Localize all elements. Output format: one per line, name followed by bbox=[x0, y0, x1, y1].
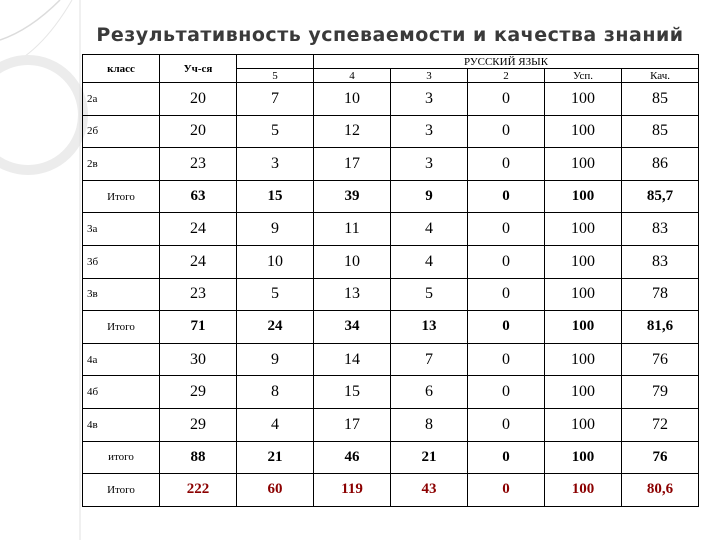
grade-2-cell: 0 bbox=[468, 343, 545, 376]
grade-2-cell: 0 bbox=[468, 180, 545, 213]
success-cell: 100 bbox=[545, 245, 622, 278]
grade-5-cell: 4 bbox=[237, 408, 314, 441]
students-cell: 30 bbox=[160, 343, 237, 376]
success-cell: 100 bbox=[545, 474, 622, 507]
grade-3-cell: 8 bbox=[391, 408, 468, 441]
class-cell: Итого bbox=[83, 311, 160, 344]
table-total-row bbox=[83, 180, 699, 213]
students-cell: 23 bbox=[160, 148, 237, 181]
students-cell: 63 bbox=[160, 180, 237, 213]
grade-2-cell: 0 bbox=[468, 441, 545, 474]
students-cell: 20 bbox=[160, 115, 237, 148]
header-grade-2: 2 bbox=[468, 69, 545, 83]
grade-2-cell: 0 bbox=[468, 408, 545, 441]
students-cell: 88 bbox=[160, 441, 237, 474]
quality-cell: 76 bbox=[622, 343, 699, 376]
students-cell: 222 bbox=[160, 474, 237, 507]
quality-cell: 80,6 bbox=[622, 474, 699, 507]
table-row bbox=[83, 245, 699, 278]
grade-2-cell: 0 bbox=[468, 115, 545, 148]
header-class: класс bbox=[83, 55, 160, 83]
quality-cell: 76 bbox=[622, 441, 699, 474]
success-cell: 100 bbox=[545, 441, 622, 474]
header-row-1 bbox=[83, 55, 699, 69]
table-row bbox=[83, 115, 699, 148]
class-cell: 3в bbox=[83, 278, 160, 311]
header-quality: Кач. bbox=[622, 69, 699, 83]
class-cell: 4а bbox=[83, 343, 160, 376]
success-cell: 100 bbox=[545, 278, 622, 311]
grade-5-cell: 7 bbox=[237, 83, 314, 116]
grade-3-cell: 6 bbox=[391, 376, 468, 409]
grade-2-cell: 0 bbox=[468, 148, 545, 181]
students-cell: 20 bbox=[160, 83, 237, 116]
class-cell: 4б bbox=[83, 376, 160, 409]
students-cell: 71 bbox=[160, 311, 237, 344]
table-row bbox=[83, 343, 699, 376]
table-row bbox=[83, 148, 699, 181]
table-row bbox=[83, 408, 699, 441]
grade-3-cell: 3 bbox=[391, 83, 468, 116]
class-cell: Итого bbox=[83, 474, 160, 507]
grade-4-cell: 17 bbox=[314, 408, 391, 441]
grade-4-cell: 46 bbox=[314, 441, 391, 474]
table-total-row bbox=[83, 474, 699, 507]
grade-3-cell: 7 bbox=[391, 343, 468, 376]
grade-4-cell: 12 bbox=[314, 115, 391, 148]
quality-cell: 83 bbox=[622, 245, 699, 278]
table-total-row bbox=[83, 441, 699, 474]
grade-3-cell: 4 bbox=[391, 245, 468, 278]
grade-2-cell: 0 bbox=[468, 311, 545, 344]
success-cell: 100 bbox=[545, 376, 622, 409]
class-cell: итого bbox=[83, 441, 160, 474]
table-row bbox=[83, 376, 699, 409]
class-cell: 2в bbox=[83, 148, 160, 181]
header-success: Усп. bbox=[545, 69, 622, 83]
success-cell: 100 bbox=[545, 115, 622, 148]
grade-5-cell: 9 bbox=[237, 213, 314, 246]
success-cell: 100 bbox=[545, 343, 622, 376]
class-cell: 3б bbox=[83, 245, 160, 278]
grade-2-cell: 0 bbox=[468, 474, 545, 507]
students-cell: 23 bbox=[160, 278, 237, 311]
success-cell: 100 bbox=[545, 83, 622, 116]
class-cell: 2а bbox=[83, 83, 160, 116]
grade-4-cell: 15 bbox=[314, 376, 391, 409]
grade-5-cell: 10 bbox=[237, 245, 314, 278]
quality-cell: 79 bbox=[622, 376, 699, 409]
grade-4-cell: 34 bbox=[314, 311, 391, 344]
grade-4-cell: 39 bbox=[314, 180, 391, 213]
grade-5-cell: 3 bbox=[237, 148, 314, 181]
table-total-row bbox=[83, 311, 699, 344]
grade-5-cell: 15 bbox=[237, 180, 314, 213]
grade-5-cell: 21 bbox=[237, 441, 314, 474]
grade-3-cell: 9 bbox=[391, 180, 468, 213]
grade-5-cell: 24 bbox=[237, 311, 314, 344]
page-title: Результативность успеваемости и качества знаний bbox=[96, 24, 684, 46]
header-students: Уч-ся bbox=[160, 55, 237, 83]
header-grade-4: 4 bbox=[314, 69, 391, 83]
table-row bbox=[83, 278, 699, 311]
grade-2-cell: 0 bbox=[468, 376, 545, 409]
quality-cell: 83 bbox=[622, 213, 699, 246]
header-subject: РУССКИЙ ЯЗЫК bbox=[314, 55, 699, 69]
grade-3-cell: 3 bbox=[391, 148, 468, 181]
grade-4-cell: 119 bbox=[314, 474, 391, 507]
grade-4-cell: 11 bbox=[314, 213, 391, 246]
results-table bbox=[82, 54, 699, 507]
quality-cell: 81,6 bbox=[622, 311, 699, 344]
grade-3-cell: 4 bbox=[391, 213, 468, 246]
students-cell: 29 bbox=[160, 408, 237, 441]
grade-2-cell: 0 bbox=[468, 213, 545, 246]
quality-cell: 85 bbox=[622, 115, 699, 148]
table-row bbox=[83, 213, 699, 246]
success-cell: 100 bbox=[545, 408, 622, 441]
header-grade-3: 3 bbox=[391, 69, 468, 83]
students-cell: 29 bbox=[160, 376, 237, 409]
success-cell: 100 bbox=[545, 180, 622, 213]
quality-cell: 72 bbox=[622, 408, 699, 441]
grade-2-cell: 0 bbox=[468, 278, 545, 311]
grade-3-cell: 43 bbox=[391, 474, 468, 507]
table-row bbox=[83, 83, 699, 116]
grade-5-cell: 9 bbox=[237, 343, 314, 376]
grade-4-cell: 10 bbox=[314, 83, 391, 116]
grade-3-cell: 13 bbox=[391, 311, 468, 344]
grade-3-cell: 5 bbox=[391, 278, 468, 311]
grade-5-cell: 5 bbox=[237, 278, 314, 311]
table-body bbox=[83, 83, 699, 507]
class-cell: 3а bbox=[83, 213, 160, 246]
grade-4-cell: 17 bbox=[314, 148, 391, 181]
grade-2-cell: 0 bbox=[468, 83, 545, 116]
decor-ring bbox=[0, 60, 83, 170]
students-cell: 24 bbox=[160, 245, 237, 278]
header-blank-cell bbox=[237, 55, 314, 69]
quality-cell: 78 bbox=[622, 278, 699, 311]
grade-4-cell: 13 bbox=[314, 278, 391, 311]
grade-2-cell: 0 bbox=[468, 245, 545, 278]
grade-3-cell: 3 bbox=[391, 115, 468, 148]
grade-5-cell: 8 bbox=[237, 376, 314, 409]
quality-cell: 85,7 bbox=[622, 180, 699, 213]
grade-4-cell: 14 bbox=[314, 343, 391, 376]
success-cell: 100 bbox=[545, 148, 622, 181]
class-cell: 2б bbox=[83, 115, 160, 148]
success-cell: 100 bbox=[545, 213, 622, 246]
class-cell: 4в bbox=[83, 408, 160, 441]
header-grade-5: 5 bbox=[237, 69, 314, 83]
grade-5-cell: 60 bbox=[237, 474, 314, 507]
grade-4-cell: 10 bbox=[314, 245, 391, 278]
success-cell: 100 bbox=[545, 311, 622, 344]
grade-3-cell: 21 bbox=[391, 441, 468, 474]
students-cell: 24 bbox=[160, 213, 237, 246]
quality-cell: 86 bbox=[622, 148, 699, 181]
quality-cell: 85 bbox=[622, 83, 699, 116]
grade-5-cell: 5 bbox=[237, 115, 314, 148]
class-cell: Итого bbox=[83, 180, 160, 213]
